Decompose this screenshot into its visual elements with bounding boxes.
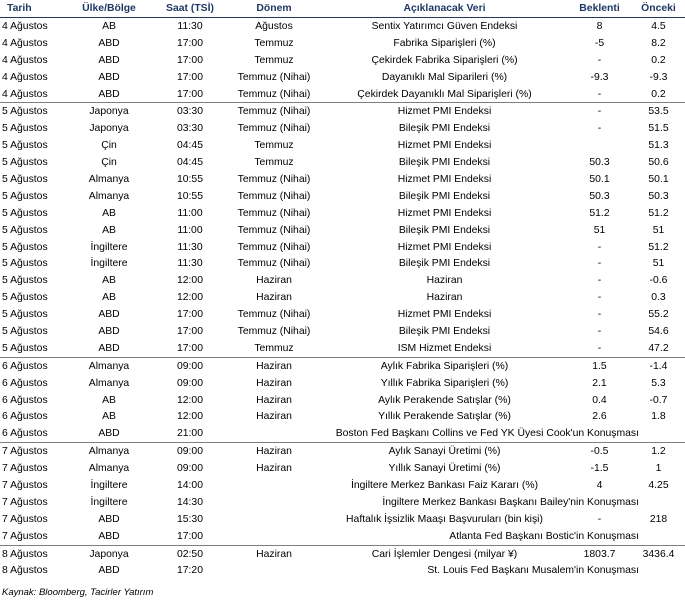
- cell-date: 5 Ağustos: [2, 224, 48, 236]
- cell-date: 5 Ağustos: [2, 190, 48, 202]
- cell-expected: -0.5: [590, 446, 609, 458]
- table-row: [0, 154, 685, 171]
- source-note: Kaynak: Bloomberg, Tacirler Yatırım: [2, 587, 154, 598]
- cell-expected: 50.3: [589, 157, 610, 169]
- cell-data: Cari İşlemler Dengesi (milyar ¥): [371, 548, 518, 560]
- cell-period: Haziran: [256, 463, 292, 475]
- header-data: Açıklanacak Veri: [322, 0, 567, 18]
- cell-data: Fabrika Siparişleri (%): [393, 37, 496, 49]
- table-row: [0, 52, 685, 69]
- cell-country: Almanya: [88, 360, 130, 372]
- cell-time: 12:00: [176, 292, 203, 304]
- cell-previous: 50.3: [648, 190, 669, 202]
- cell-time: 12:00: [176, 394, 203, 406]
- cell-data: Haziran: [426, 292, 463, 304]
- cell-previous: 51.2: [648, 207, 669, 219]
- cell-country: Çin: [101, 157, 117, 169]
- cell-date: 7 Ağustos: [2, 513, 48, 525]
- header-period: Dönem: [226, 0, 322, 18]
- cell-date: 5 Ağustos: [2, 207, 48, 219]
- cell-data: Bileşik PMI Endeksi: [398, 224, 491, 236]
- table-row: [0, 306, 685, 323]
- cell-expected: -9.3: [590, 71, 609, 83]
- cell-time: 12:00: [176, 275, 203, 287]
- table-row: [0, 460, 685, 477]
- cell-country: ABD: [98, 71, 120, 83]
- cell-date: 8 Ağustos: [2, 565, 48, 577]
- cell-country: AB: [102, 411, 116, 423]
- cell-previous: 1.8: [651, 411, 666, 423]
- cell-data: Yıllık Fabrika Siparişleri (%): [380, 377, 509, 389]
- cell-expected: 2.1: [592, 377, 607, 389]
- cell-previous: 5.3: [651, 377, 666, 389]
- cell-time: 11:30: [177, 258, 203, 270]
- cell-country: Almanya: [88, 446, 130, 458]
- table-row: [0, 222, 685, 239]
- cell-expected: -: [597, 241, 602, 253]
- cell-period: Temmuz: [254, 54, 294, 66]
- cell-period: Temmuz: [226, 340, 322, 357]
- cell-period: Ağustos: [255, 20, 293, 32]
- cell-date: 5 Ağustos: [2, 309, 48, 321]
- cell-country: AB: [102, 275, 116, 287]
- cell-previous: 50.1: [648, 173, 669, 185]
- cell-data: Aylık Sanayi Üretimi (%): [388, 446, 501, 458]
- table-row: [0, 392, 685, 409]
- table-row: [0, 511, 685, 528]
- cell-expected: -: [597, 513, 602, 525]
- cell-data: İngiltere Merkez Bankası Faiz Kararı (%): [350, 479, 539, 491]
- cell-country: Almanya: [88, 377, 130, 389]
- cell-data: Hizmet PMI Endeksi: [397, 173, 492, 185]
- cell-date: 6 Ağustos: [0, 425, 64, 442]
- cell-data: Boston Fed Başkanı Collins ve Fed YK Üyesi Cook'un Konuşması: [226, 425, 685, 442]
- cell-country: ABD: [98, 309, 120, 321]
- cell-previous: 53.5: [648, 106, 669, 118]
- header-country: Ülke/Bölge: [64, 0, 154, 18]
- cell-expected: -: [597, 275, 602, 287]
- cell-previous: 51.3: [648, 140, 669, 152]
- cell-expected: 51.2: [589, 207, 610, 219]
- cell-time: 17:00: [176, 71, 203, 83]
- cell-date: 4 Ağustos: [2, 37, 48, 49]
- cell-time: 15:30: [176, 513, 203, 525]
- cell-time: 17:00: [154, 528, 226, 545]
- cell-country: Çin: [101, 140, 117, 152]
- cell-time: 14:00: [176, 479, 203, 491]
- cell-country: Almanya: [88, 173, 130, 185]
- cell-time: 11:00: [177, 207, 203, 219]
- table-body: [0, 18, 685, 580]
- cell-previous: 218: [649, 513, 668, 525]
- table-row: [0, 120, 685, 137]
- cell-previous: 4.5: [651, 20, 666, 32]
- cell-time: 09:00: [176, 463, 203, 475]
- cell-expected: -5: [594, 37, 605, 49]
- table-row: [0, 563, 685, 580]
- cell-previous: 8.2: [651, 37, 666, 49]
- cell-date: 6 Ağustos: [2, 394, 48, 406]
- table-row: [0, 272, 685, 289]
- cell-period: Haziran: [256, 275, 292, 287]
- table-row: [0, 340, 685, 357]
- cell-time: 17:20: [176, 565, 203, 577]
- cell-time: 17:00: [176, 54, 203, 66]
- cell-previous: -9.3: [649, 71, 668, 83]
- cell-date: 6 Ağustos: [2, 377, 48, 389]
- cell-time: 02:50: [176, 548, 203, 560]
- cell-date: 7 Ağustos: [2, 446, 48, 458]
- cell-data: Hizmet PMI Endeksi: [397, 140, 492, 152]
- cell-data: Hizmet PMI Endeksi: [397, 207, 492, 219]
- header-expected: Beklenti: [567, 0, 632, 18]
- cell-expected: -1.5: [590, 463, 609, 475]
- cell-previous: 0.2: [651, 54, 666, 66]
- cell-time: 17:00: [154, 86, 226, 103]
- cell-country: AB: [102, 224, 116, 236]
- cell-expected: 50.3: [589, 190, 610, 202]
- cell-country: Almanya: [88, 463, 130, 475]
- cell-expected: -: [567, 340, 632, 357]
- cell-expected: -: [597, 123, 602, 135]
- table-row: [0, 494, 685, 511]
- cell-date: 6 Ağustos: [2, 360, 48, 372]
- cell-data: Sentix Yatırımcı Güven Endeksi: [371, 20, 518, 32]
- table-row: [0, 357, 685, 374]
- cell-date: 5 Ağustos: [2, 275, 48, 287]
- cell-data: Dayanıklı Mal Siparileri (%): [381, 71, 508, 83]
- cell-expected: -: [597, 292, 602, 304]
- cell-country: İngiltere: [90, 258, 128, 270]
- cell-period: Temmuz (Nihai): [237, 224, 311, 236]
- cell-expected: [567, 137, 632, 154]
- table-row: [0, 323, 685, 340]
- cell-period: Haziran: [256, 394, 292, 406]
- cell-period: Temmuz (Nihai): [237, 207, 311, 219]
- cell-data: ISM Hizmet Endeksi: [322, 340, 567, 357]
- cell-previous: 1: [655, 463, 662, 475]
- table-row: [0, 69, 685, 86]
- cell-expected: -: [597, 54, 602, 66]
- cell-time: 11:30: [177, 20, 203, 32]
- cell-period: Temmuz (Nihai): [237, 309, 311, 321]
- cell-expected: 1.5: [592, 360, 607, 372]
- cell-date: 5 Ağustos: [2, 325, 48, 337]
- cell-previous: 47.2: [632, 340, 685, 357]
- cell-data: Bileşik PMI Endeksi: [398, 258, 491, 270]
- table-row: [0, 103, 685, 120]
- cell-expected: -: [597, 106, 602, 118]
- table-row: [0, 425, 685, 442]
- cell-time: 17:00: [176, 325, 203, 337]
- cell-previous: 4.25: [648, 479, 669, 491]
- cell-expected: -: [567, 86, 632, 103]
- cell-previous: 0.3: [651, 292, 666, 304]
- cell-previous: 0.2: [632, 86, 685, 103]
- cell-data: St. Louis Fed Başkanı Musalem'in Konuşması: [427, 565, 639, 577]
- cell-country: ABD: [64, 340, 154, 357]
- cell-time: 09:00: [176, 360, 203, 372]
- table-row: [0, 205, 685, 222]
- cell-country: İngiltere: [90, 496, 128, 508]
- cell-data: Yıllık Sanayi Üretimi (%): [388, 463, 501, 475]
- table-row: [0, 188, 685, 205]
- cell-time: 11:30: [177, 241, 203, 253]
- cell-date: 5 Ağustos: [2, 258, 48, 270]
- cell-date: 5 Ağustos: [2, 173, 48, 185]
- cell-period: Haziran: [256, 377, 292, 389]
- cell-period: Temmuz (Nihai): [226, 86, 322, 103]
- cell-date: 4 Ağustos: [0, 86, 64, 103]
- cell-country: ABD: [64, 86, 154, 103]
- cell-data: Hizmet PMI Endeksi: [397, 309, 492, 321]
- header-previous: Önceki: [632, 0, 685, 18]
- cell-country: Japonya: [89, 106, 129, 118]
- cell-time: 03:30: [176, 123, 203, 135]
- cell-time: 09:00: [176, 446, 203, 458]
- cell-time: 21:00: [154, 425, 226, 442]
- table-row: [0, 35, 685, 52]
- cell-date: 5 Ağustos: [2, 292, 48, 304]
- cell-period: Haziran: [256, 360, 292, 372]
- cell-data: Çekirdek Fabrika Siparişleri (%): [371, 54, 518, 66]
- cell-date: 7 Ağustos: [2, 463, 48, 475]
- table-row: [0, 545, 685, 562]
- cell-country: Japonya: [89, 123, 129, 135]
- cell-period: Temmuz: [254, 157, 294, 169]
- cell-country: Almanya: [88, 190, 130, 202]
- cell-data: Bileşik PMI Endeksi: [398, 123, 491, 135]
- cell-country: AB: [102, 207, 116, 219]
- cell-country: İngiltere: [90, 479, 128, 491]
- cell-period: Haziran: [256, 548, 292, 560]
- cell-previous: -0.7: [649, 394, 668, 406]
- cell-date: 7 Ağustos: [2, 479, 48, 491]
- cell-expected: -: [597, 325, 602, 337]
- cell-time: 10:55: [176, 190, 203, 202]
- cell-previous: 54.6: [648, 325, 669, 337]
- cell-previous: 3436.4: [642, 548, 675, 560]
- header-time: Saat (TSİ): [154, 0, 226, 18]
- cell-period: Temmuz (Nihai): [237, 123, 311, 135]
- table-header: [0, 0, 685, 18]
- cell-data: Atlanta Fed Başkanı Bostic'in Konuşması: [226, 528, 685, 545]
- cell-period: Haziran: [256, 292, 292, 304]
- cell-time: 04:45: [176, 140, 203, 152]
- cell-date: 7 Ağustos: [2, 496, 48, 508]
- cell-time: 17:00: [176, 309, 203, 321]
- cell-data: Haftalık İşsizlik Maaşı Başvuruları (bin kişi): [346, 513, 543, 525]
- table-row: [0, 375, 685, 392]
- cell-date: 5 Ağustos: [0, 340, 64, 357]
- table-row: [0, 528, 685, 545]
- cell-date: 4 Ağustos: [2, 71, 48, 83]
- table-row: [0, 255, 685, 272]
- cell-country: AB: [102, 292, 116, 304]
- table-row: [0, 408, 685, 425]
- table-row: [0, 477, 685, 494]
- cell-period: [226, 477, 322, 494]
- cell-country: İngiltere: [90, 241, 128, 253]
- cell-previous: -0.6: [649, 275, 668, 287]
- cell-country: ABD: [98, 325, 120, 337]
- cell-country: ABD: [64, 528, 154, 545]
- cell-date: 6 Ağustos: [2, 411, 48, 423]
- cell-time: 03:30: [176, 106, 203, 118]
- cell-period: Temmuz: [254, 140, 294, 152]
- cell-data: Aylık Fabrika Siparişleri (%): [380, 360, 509, 372]
- cell-time: 12:00: [176, 411, 203, 423]
- cell-previous: 51.5: [648, 123, 669, 135]
- cell-date: 4 Ağustos: [2, 54, 48, 66]
- cell-country: AB: [102, 394, 116, 406]
- cell-previous: 51: [652, 224, 665, 236]
- cell-period: Temmuz (Nihai): [237, 258, 311, 270]
- cell-expected: 8: [596, 20, 603, 32]
- cell-data: Hizmet PMI Endeksi: [397, 241, 492, 253]
- cell-date: 7 Ağustos: [0, 528, 64, 545]
- cell-expected: 0.4: [592, 394, 607, 406]
- cell-country: ABD: [64, 425, 154, 442]
- cell-period: Temmuz (Nihai): [237, 71, 311, 83]
- cell-data: Haziran: [426, 275, 463, 287]
- cell-expected: -: [597, 309, 602, 321]
- cell-time: 17:00: [154, 340, 226, 357]
- table-row: [0, 239, 685, 256]
- cell-period: Haziran: [256, 411, 292, 423]
- cell-data: Hizmet PMI Endeksi: [397, 106, 492, 118]
- cell-date: 5 Ağustos: [2, 123, 48, 135]
- table-row: [0, 18, 685, 35]
- cell-previous: 1.2: [651, 446, 666, 458]
- cell-expected: 51: [593, 224, 606, 236]
- table-row: [0, 137, 685, 154]
- cell-country: ABD: [98, 37, 120, 49]
- cell-country: AB: [102, 20, 116, 32]
- cell-previous: 55.2: [648, 309, 669, 321]
- cell-period: Temmuz (Nihai): [237, 241, 311, 253]
- cell-previous: 50.6: [648, 157, 669, 169]
- cell-data: Çekirdek Dayanıklı Mal Siparişleri (%): [322, 86, 567, 103]
- cell-country: ABD: [98, 565, 120, 577]
- cell-period: Temmuz (Nihai): [237, 106, 311, 118]
- header-date: Tarih: [0, 0, 64, 18]
- cell-previous: 51: [652, 258, 665, 270]
- cell-data: Bileşik PMI Endeksi: [398, 190, 491, 202]
- cell-period: Temmuz (Nihai): [237, 325, 311, 337]
- cell-time: 17:00: [176, 37, 203, 49]
- cell-country: Japonya: [89, 548, 129, 560]
- cell-time: 14:30: [176, 496, 203, 508]
- cell-period: Haziran: [256, 446, 292, 458]
- cell-country: ABD: [98, 513, 120, 525]
- cell-previous: 51.2: [648, 241, 669, 253]
- cell-data: İngiltere Merkez Bankası Başkanı Bailey'nin Konuşması: [382, 496, 639, 508]
- cell-expected: 50.1: [589, 173, 610, 185]
- cell-date: 5 Ağustos: [2, 140, 48, 152]
- cell-data: Bileşik PMI Endeksi: [398, 157, 491, 169]
- cell-date: 5 Ağustos: [2, 157, 48, 169]
- cell-date: 4 Ağustos: [2, 20, 48, 32]
- table-row: [0, 171, 685, 188]
- cell-time: 04:45: [176, 157, 203, 169]
- cell-expected: -: [597, 258, 602, 270]
- cell-previous: -1.4: [649, 360, 668, 372]
- cell-time: 10:55: [176, 173, 203, 185]
- cell-date: 5 Ağustos: [2, 106, 48, 118]
- table-row: [0, 443, 685, 460]
- cell-period: Temmuz (Nihai): [237, 173, 311, 185]
- cell-period: [226, 511, 322, 528]
- cell-data: Yıllık Perakende Satışlar (%): [378, 411, 511, 423]
- table-row: [0, 86, 685, 103]
- cell-date: 8 Ağustos: [2, 548, 48, 560]
- cell-expected: 4: [596, 479, 603, 491]
- cell-country: ABD: [98, 54, 120, 66]
- cell-data: Bileşik PMI Endeksi: [398, 325, 491, 337]
- table-row: [0, 289, 685, 306]
- cell-time: 09:00: [176, 377, 203, 389]
- cell-date: 5 Ağustos: [2, 241, 48, 253]
- cell-time: 11:00: [177, 224, 203, 236]
- cell-data: Aylık Perakende Satışlar (%): [378, 394, 511, 406]
- cell-expected: 1803.7: [583, 548, 616, 560]
- cell-period: Temmuz (Nihai): [237, 190, 311, 202]
- cell-period: Temmuz: [254, 37, 294, 49]
- cell-expected: 2.6: [592, 411, 607, 423]
